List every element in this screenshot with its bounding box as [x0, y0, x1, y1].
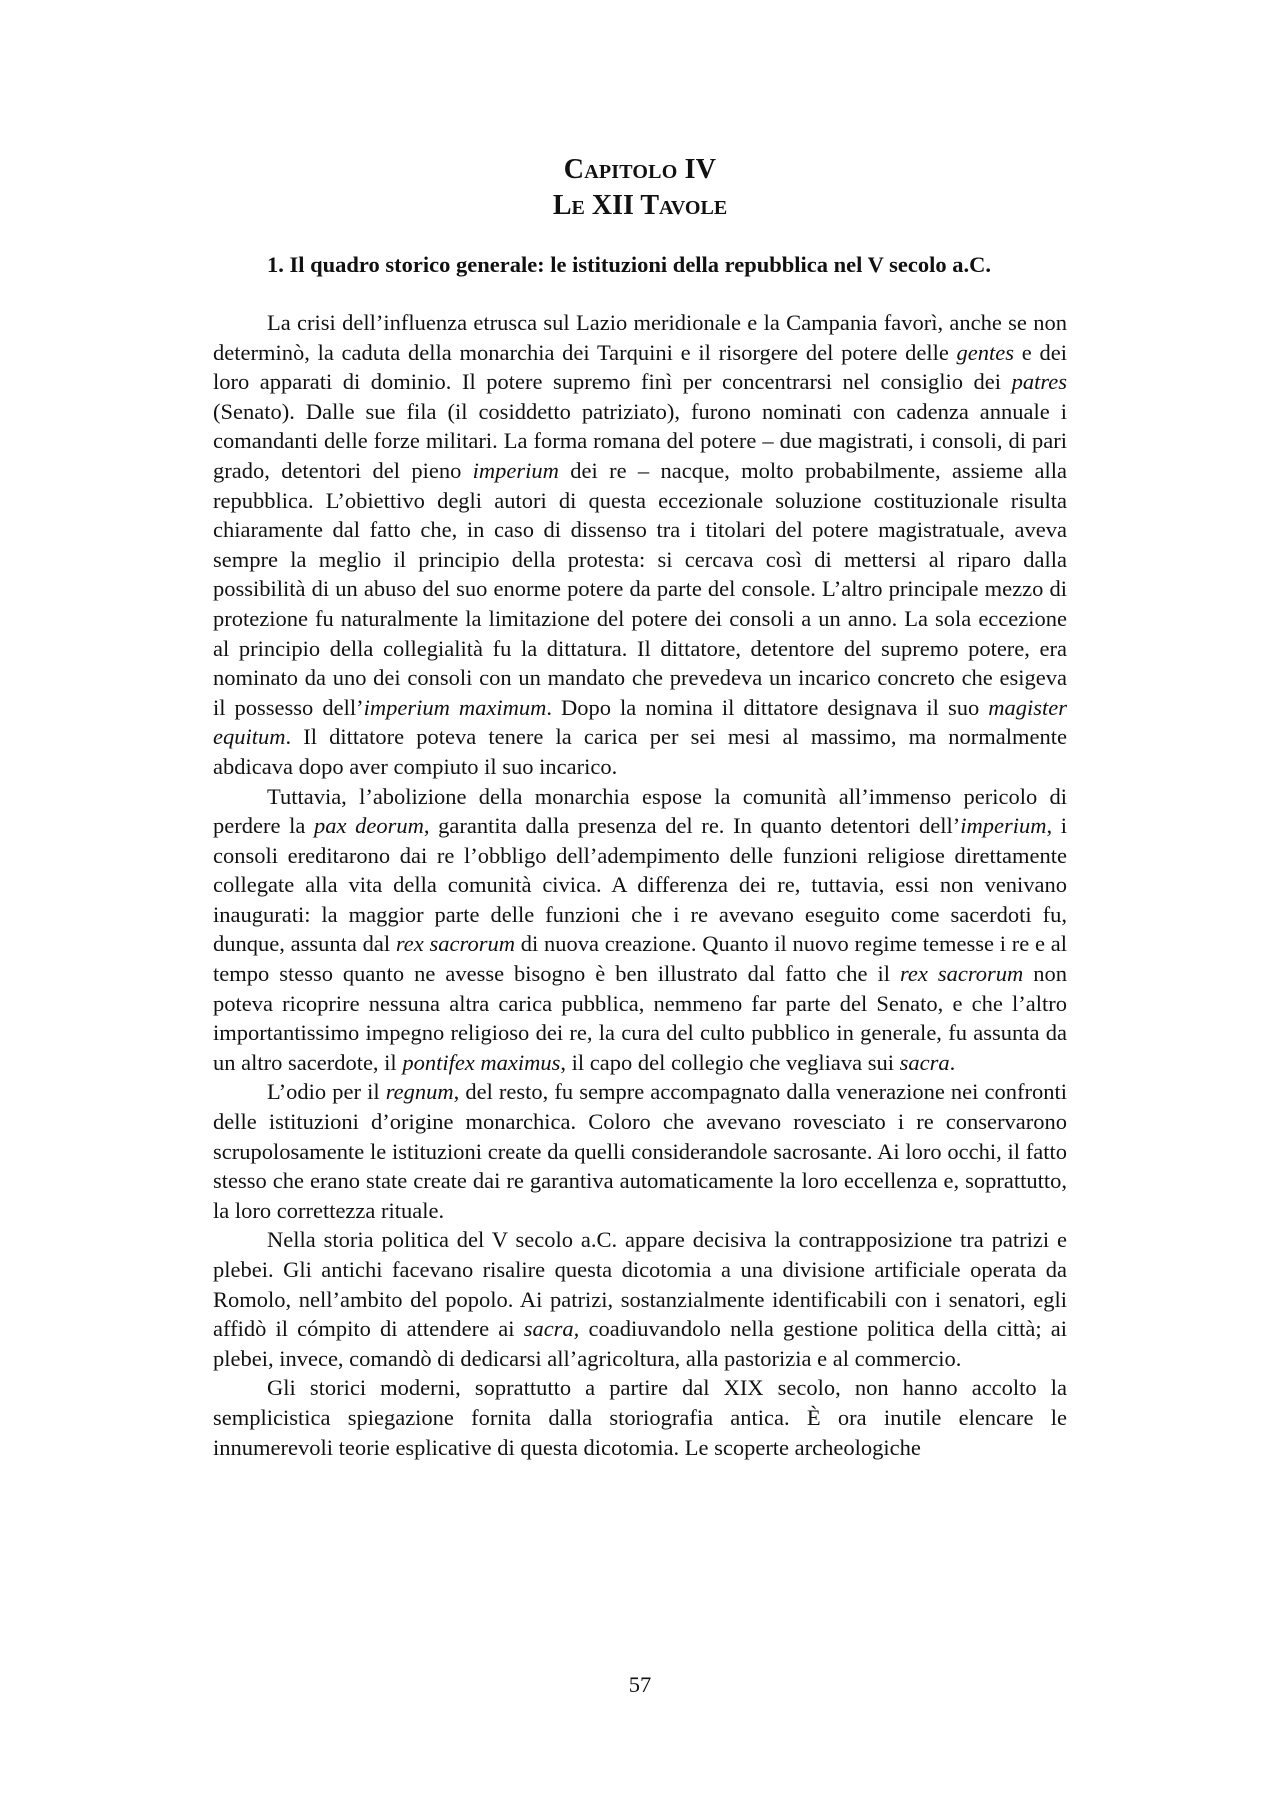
- chapter-title: Capitolo IV: [563, 154, 717, 185]
- italic-term: pax deorum: [313, 813, 424, 839]
- italic-term: gentes: [956, 339, 1015, 365]
- text-run: non poteva ricoprire nessuna altra carica pubblica, nemmeno far parte del Senato, e che l’altro importantissimo impegno religioso dei re, la cura del culto pubblico in generale, fu assunta da un altro sacerdote, il: [213, 961, 1068, 1075]
- text-run: dei re – nacque, molto probabilmente, assieme alla repubblica. L’obiettivo degli autori di questa eccezionale soluzione costituzionale risulta chiaramente dal fatto che, in caso di dissenso tra i titolari del potere magistratuale, aveva sempre la meglio il principio della protesta: si cercava così di mettersi al riparo dalla possibilità di un abuso del suo enorme potere da parte del console. L’altro principale mezzo di protezione fu naturalmente la limitazione del potere dei consoli a un anno. La sola eccezione al principio della collegialità fu la dittatura. Il dittatore, detentore del supremo potere, era nominato da uno dei consoli con un mandato che prevedeva un incarico concreto che esigeva il possesso dell’: [213, 457, 1067, 720]
- text-run: , il capo del collegio che vegliava sui: [560, 1049, 900, 1075]
- paragraph-4: [213, 1225, 1067, 1373]
- text-run: . Il dittatore poteva tenere la carica per sei mesi al massimo, ma normalmente abdicava dopo aver compiuto il suo incarico.: [213, 724, 1067, 779]
- paragraph-5: [213, 1373, 1067, 1462]
- italic-term: rex sacrorum: [395, 931, 515, 957]
- text-run: L’odio per il: [267, 1079, 386, 1105]
- section-heading: 1. Il quadro storico generale: le istituzioni della repubblica nel V secolo a.C.: [267, 252, 991, 277]
- italic-term: pontifex maximus: [402, 1049, 561, 1075]
- italic-term: sacra: [899, 1049, 950, 1075]
- text-run: . Dopo la nomina il dittatore designava il suo: [546, 694, 989, 720]
- italic-term: imperium: [960, 813, 1047, 839]
- text-run: , i consoli ereditarono dai re l’obbligo dell’adempimento delle funzioni religiose direttamente collegate alla vita della comunità civica. A differenza dei re, tuttavia, essi non venivano inaugurati: la maggior parte delle funzioni che i re avevano eseguito come sacerdoti fu, dunque, assunta dal: [213, 813, 1067, 957]
- text-run: Nella storia politica del V secolo a.C. appare decisiva la contrapposizione tra patrizi e plebei. Gli antichi facevano risalire questa dicotomia a una divisione artificiale operata da Romolo, nell’ambito del popolo. Ai patrizi, sostanzialmente identificabili con i senatori, egli affidò il cómpito di attendere ai: [213, 1227, 1067, 1342]
- italic-term: imperium: [472, 457, 559, 483]
- italic-term: magister equitum: [213, 694, 1067, 750]
- text-run: .: [949, 1049, 956, 1075]
- italic-term: rex sacrorum: [899, 961, 1024, 987]
- text-run: di nuova creazione. Quanto il nuovo regime temesse i re e al tempo stesso quanto ne avesse bisogno è ben illustrato dal fatto che il: [213, 931, 1067, 987]
- paragraph-3: [213, 1077, 1067, 1225]
- text-run: , garantita dalla presenza del re. In quanto detentori dell’: [423, 813, 961, 839]
- italic-term: patres: [1011, 369, 1067, 395]
- text-run: Tuttavia, l’abolizione della monarchia espose la comunità all’immenso pericolo di perdere la: [213, 783, 1067, 839]
- text-run: , del resto, fu sempre accompagnato dalla venerazione nei confronti delle istituzioni d’origine monarchica. Coloro che avevano rovesciato i re conservarono scrupolosamente le istituzioni create da quelli considerandole sacrosante. Ai loro occhi, il fatto stesso che erano state create dai re garantiva automaticamente la loro eccellenza e, soprattutto, la loro correttezza rituale.: [213, 1079, 1067, 1223]
- text-run: e dei loro apparati di dominio. Il potere supremo finì per concentrarsi nel consiglio dei: [213, 339, 1067, 395]
- paragraph-2: [213, 782, 1067, 1078]
- chapter-subtitle: Le XII Tavole: [552, 190, 728, 221]
- paragraph-1: [213, 308, 1067, 782]
- page-number: 57: [628, 1672, 652, 1697]
- text-run: Gli storici moderni, soprattutto a partire dal XIX secolo, non hanno accolto la semplicistica spiegazione fornita dalla storiografia antica. È ora inutile elencare le innumerevoli teorie esplicative di questa dicotomia. Le scoperte archeologiche: [213, 1375, 1067, 1460]
- italic-term: imperium maximum: [363, 694, 547, 720]
- body-text: [213, 308, 1067, 1462]
- italic-term: sacra,: [523, 1316, 580, 1342]
- text-run: La crisi dell’influenza etrusca sul Lazio meridionale e la Campania favorì, anche se non determinò, la caduta della monarchia dei Tarquini e il risorgere del potere delle: [213, 310, 1067, 365]
- italic-term: regnum: [385, 1079, 454, 1105]
- text-run: coadiuvandolo nella gestione politica della città; ai plebei, invece, comandò di dedicarsi all’agricoltura, alla pastorizia e al commercio.: [213, 1316, 1067, 1371]
- text-run: (Senato). Dalle sue fila (il cosiddetto patriziato), furono nominati con cadenza annuale i comandanti delle forze militari. La forma romana del potere – due magistrati, i consoli, di pari grado, detentori del pieno: [213, 398, 1067, 483]
